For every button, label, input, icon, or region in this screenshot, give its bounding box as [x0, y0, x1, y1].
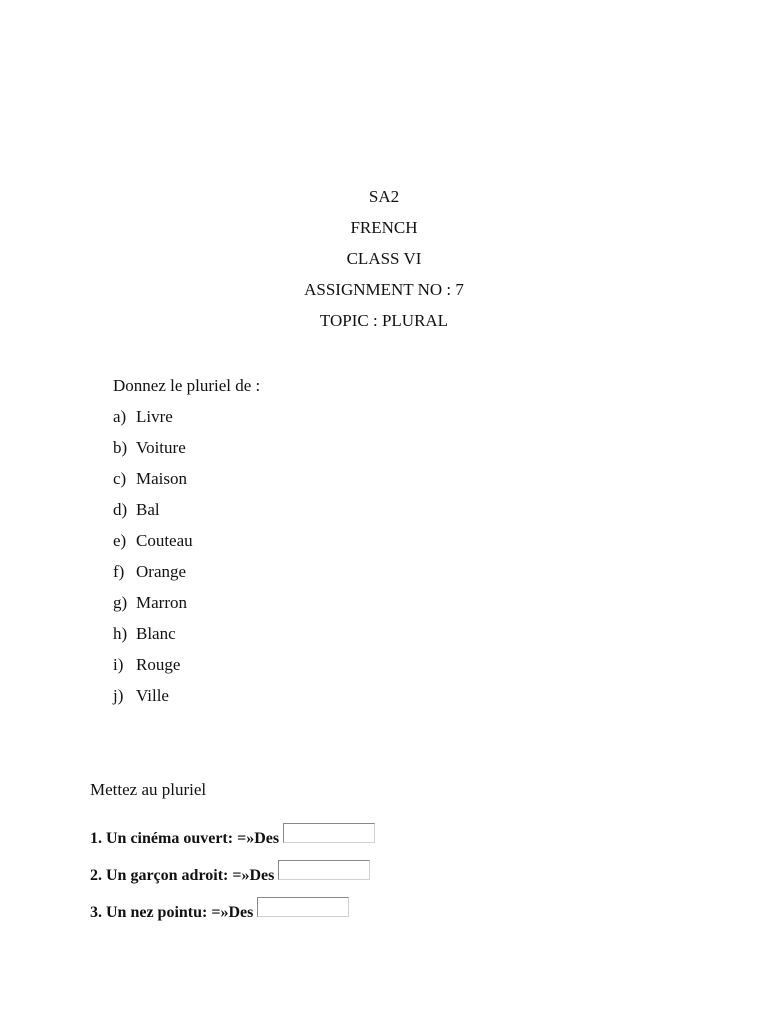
item-letter: f) — [113, 562, 125, 581]
plural-phrases-section — [90, 777, 375, 925]
list-item — [113, 590, 260, 621]
list-item — [113, 621, 260, 652]
item-letter: g) — [113, 593, 128, 612]
exercise-question: 2. Un garçon adroit: =»Des — [90, 867, 275, 884]
item-letter: b) — [113, 438, 128, 457]
item-word: Bal — [136, 500, 160, 519]
list-item — [113, 528, 260, 559]
section1-instruction: Donnez le pluriel de : — [113, 376, 261, 395]
item-word: Voiture — [136, 438, 186, 457]
exercise-question: 1. Un cinéma ouvert: =»Des — [90, 830, 280, 847]
item-word: Couteau — [136, 531, 193, 550]
topic-label: TOPIC : PLURAL — [319, 311, 449, 330]
item-letter: h) — [113, 624, 128, 643]
item-word: Ville — [136, 686, 169, 705]
item-word: Rouge — [136, 655, 181, 674]
item-word: Marron — [136, 593, 187, 612]
list-item — [113, 404, 260, 435]
class-label: CLASS VI — [346, 249, 422, 268]
answer-input-1[interactable] — [283, 823, 375, 843]
exercise-row — [90, 851, 375, 888]
list-item — [113, 497, 260, 528]
subject-title: FRENCH — [350, 218, 418, 237]
answer-input-2[interactable] — [278, 860, 370, 880]
item-word: Orange — [136, 562, 187, 581]
item-word: Livre — [136, 407, 173, 426]
subject-code: SA2 — [368, 187, 400, 206]
item-letter: i) — [113, 655, 124, 674]
document-header — [0, 184, 768, 339]
answer-input-3[interactable] — [257, 897, 349, 917]
item-word: Maison — [136, 469, 187, 488]
list-item — [113, 683, 260, 714]
list-item — [113, 435, 260, 466]
item-letter: c) — [113, 469, 127, 488]
item-letter: j) — [113, 686, 124, 705]
word-list — [113, 404, 260, 714]
list-item — [113, 652, 260, 683]
list-item — [113, 559, 260, 590]
plural-words-section — [113, 373, 260, 714]
list-item — [113, 466, 260, 497]
item-word: Blanc — [136, 624, 176, 643]
section2-instruction: Mettez au pluriel — [90, 780, 207, 799]
item-letter: d) — [113, 500, 128, 519]
exercise-row — [90, 814, 375, 851]
assignment-number: ASSIGNMENT NO : 7 — [304, 280, 464, 299]
exercise-row — [90, 888, 375, 925]
item-letter: a) — [113, 407, 127, 426]
exercise-question: 3. Un nez pointu: =»Des — [90, 904, 254, 921]
item-letter: e) — [113, 531, 127, 550]
